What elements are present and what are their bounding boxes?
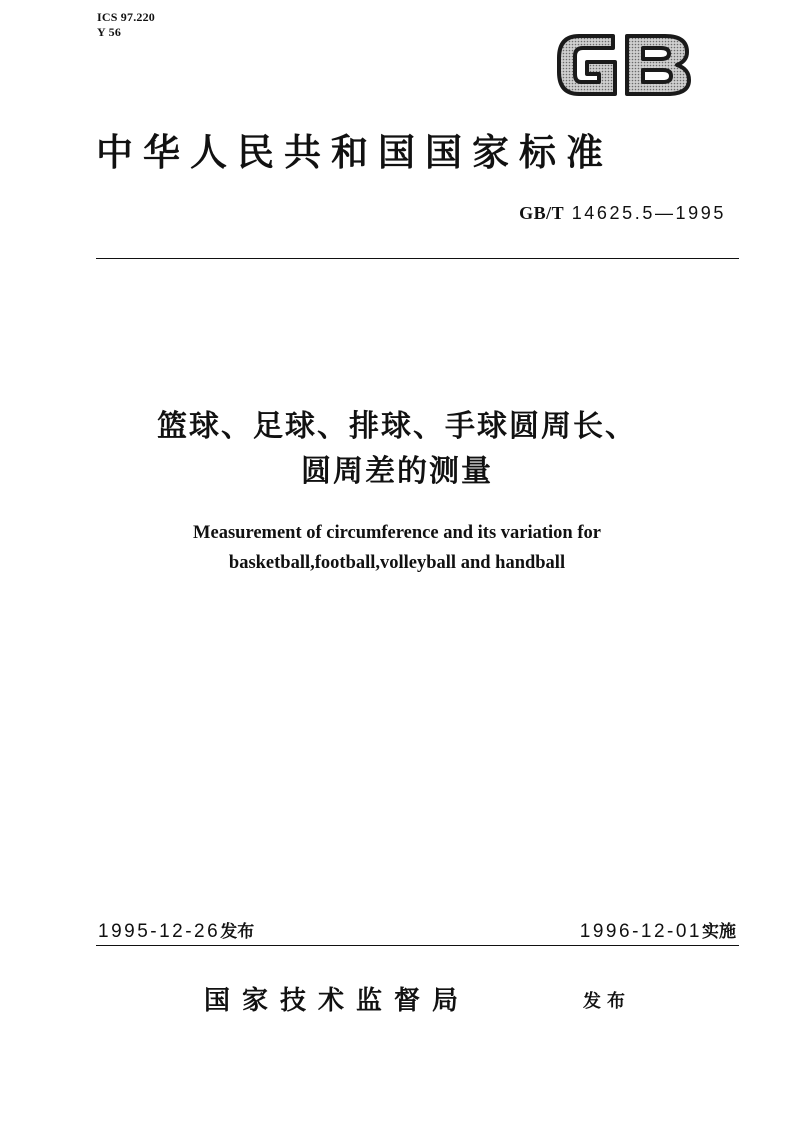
standard-code-prefix: GB/T [519, 203, 565, 223]
title-en-line1: Measurement of circumference and its variation for [193, 523, 601, 543]
title-zh-line2: 圆周差的测量 [301, 454, 493, 489]
gb-logo [553, 28, 693, 102]
gb-logo-mark [553, 28, 693, 102]
publish-label: 发布 [583, 991, 631, 1012]
ics-code: ICS 97.220 [97, 10, 156, 24]
issue-date-block [98, 917, 254, 943]
header-divider [96, 258, 739, 259]
title-zh-line1: 篮球、足球、排球、手球圆周长、 [157, 409, 637, 444]
ccs-code: Y 56 [97, 25, 122, 39]
publisher-name: 国家技术监督局 [204, 986, 471, 1016]
standard-code-number: 14625.5—1995 [571, 203, 726, 223]
standard-code [519, 203, 726, 224]
issue-date: 1995-12-26 [98, 921, 221, 942]
classification-codes [97, 10, 155, 40]
implement-label: 实施 [702, 922, 736, 942]
footer-divider [96, 945, 739, 946]
implement-date: 1996-12-01 [579, 921, 702, 942]
implement-date-block [580, 917, 736, 943]
standard-title: 中华人民共和国国家标准 [96, 130, 613, 174]
title-en-line2: basketball,football,volleyball and handball [228, 553, 566, 573]
issue-label: 发布 [220, 922, 255, 942]
